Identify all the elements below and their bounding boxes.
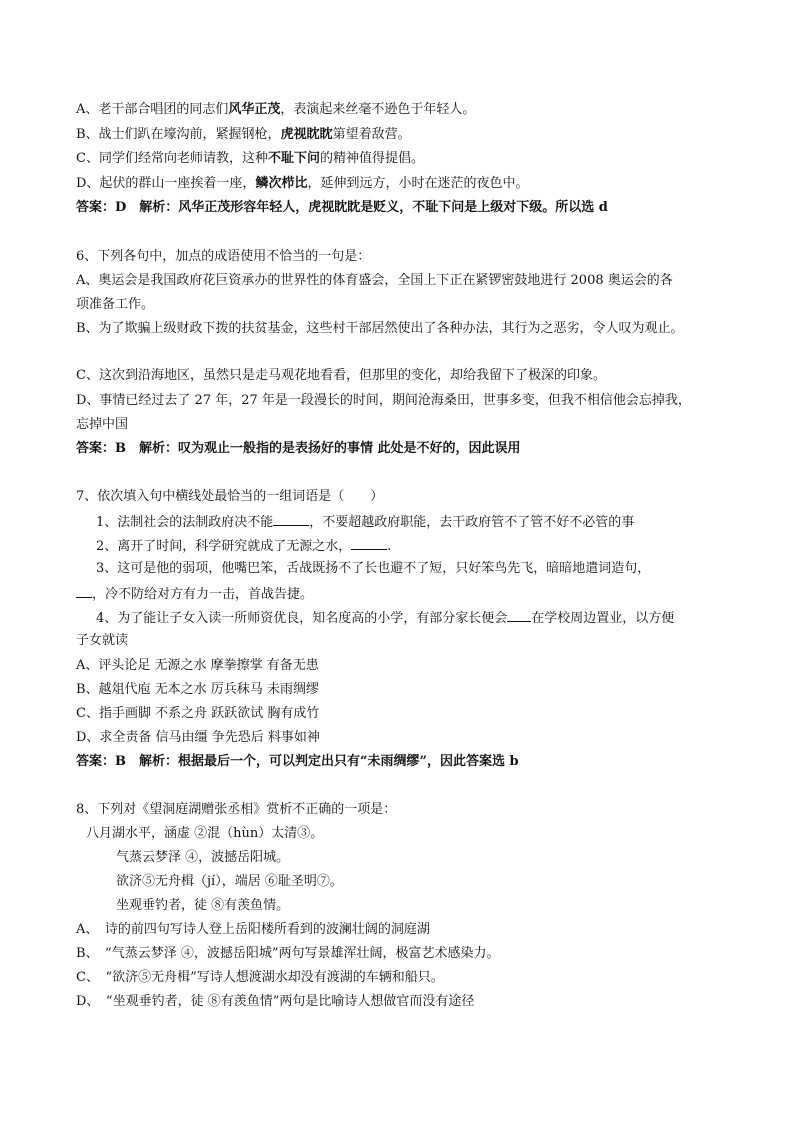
q7-sentence-2: 2、离开了时间，科学研究就成了无源之水， . <box>96 539 392 554</box>
q7-answer: 答案：B 解析：根据最后一个，可以判定出只有“未雨绸缪”，因此答案选 b <box>76 754 519 769</box>
q7-option-a: A、评头论足 无源之水 摩拳擦掌 有备无患 <box>76 658 319 673</box>
q7-option-c: C、指手画脚 不系之舟 跃跃欲试 胸有成竹 <box>76 706 320 721</box>
q7-option-b: B、越俎代庖 无本之水 厉兵秣马 未雨绸缪 <box>76 682 319 697</box>
q6-option-a-line2: 项准备工作。 <box>76 297 155 312</box>
q5-option-d-idiom: 鳞次栉比 <box>255 176 308 191</box>
q6-option-a-line1: A、奥运会是我国政府花巨资承办的世界性的体育盛会，全国上下正在紧锣密鼓地进行 2008 奥运会的各 <box>76 273 673 288</box>
q5-option-d: D、起伏的群山一座挨着一座，鳞次栉比，延伸到远方，小时在迷茫的夜色中。 <box>76 176 529 191</box>
q5-option-b-idiom: 虎视眈眈 <box>280 127 333 142</box>
q5-option-a-idiom: 风华正茂 <box>228 102 281 117</box>
q5-option-a: A、老干部合唱团的同志们风华正茂，表演起来丝毫不逊色于年轻人。 <box>76 102 476 117</box>
q7-option-d: D、求全责备 信马由缰 争先恐后 料事如神 <box>76 730 320 745</box>
q7-sentence-3-line1: 3、这可是他的弱项，他嘴巴笨，舌战既扬不了长也避不了短，只好笨鸟先飞，暗暗地遣词造句， <box>96 561 651 576</box>
q6-option-b: B、为了欺骗上级财政下拨的扶贫基金，这些村干部居然使出了各种办法，其行为之恶劣，令人叹为观止。 <box>76 321 684 336</box>
poem-line-3: 欲济⑤无舟楫（jí），端居 ⑥耻圣明⑦。 <box>116 874 343 889</box>
q6-option-d-line1: D、事情已经过去了 27 年，27 年是一段漫长的时间，期间沧海桑田，世事多变，但我不相信他会忘掉我， <box>76 393 691 408</box>
q6-stem: 6、下列各句中，加点的成语使用不恰当的一句是： <box>76 249 371 264</box>
q5-option-c-idiom: 不耻下问 <box>267 151 320 166</box>
q6-answer: 答案：B 解析：叹为观止一般指的是表扬好的事情 此处是不好的，因此误用 <box>76 441 521 456</box>
q7-sentence-4-line1: 4、为了能让子女入读一所师资优良，知名度高的小学，有部分家长便会 在学校周边置业，以方便 <box>96 611 675 626</box>
poem-line-1: 八月湖水平，涵虚 ②混（hùn）太清③。 <box>86 826 324 841</box>
fill-blank <box>76 585 92 598</box>
q8-option-b: B、 “气蒸云梦泽 ④，波撼岳阳城”两句写景雄浑壮阔，极富艺术感染力。 <box>76 946 500 961</box>
q5-option-c: C、同学们经常向老师请教，这种不耻下问的精神值得提倡。 <box>76 151 424 166</box>
poem-line-4: 坐观垂钓者，徒 ⑧有羡鱼情。 <box>116 898 290 913</box>
q7-stem: 7、依次填入句中横线处最恰当的一组词语是（ ） <box>76 489 384 504</box>
fill-blank <box>351 537 387 550</box>
q8-option-a: A、 诗的前四句写诗人登上岳阳楼所看到的波澜壮阔的洞庭湖 <box>76 922 430 937</box>
q5-option-b: B、战士们趴在壕沟前，紧握钢枪，虎视眈眈第望着敌营。 <box>76 127 411 142</box>
q8-option-d: D、 “坐观垂钓者，徒 ⑧有羡鱼情”两句是比喻诗人想做官而没有途径 <box>76 994 475 1009</box>
fill-blank <box>507 609 531 622</box>
q8-stem: 8、下列对《望洞庭湖赠张丞相》赏析不正确的一项是： <box>76 802 397 817</box>
poem-line-2: 气蒸云梦泽 ④，波撼岳阳城。 <box>116 850 290 865</box>
fill-blank <box>273 513 309 526</box>
q7-sentence-4-line2: 子女就读 <box>76 633 129 648</box>
q8-option-c: C、 “欲济⑤无舟楫”写诗人想渡湖水却没有渡湖的车辆和船只。 <box>76 970 444 985</box>
q6-option-c: C、这次到沿海地区，虽然只是走马观花地看看，但那里的变化，却给我留下了极深的印象。 <box>76 368 606 383</box>
q7-sentence-3-line2: ，冷不防给对方有力一击，首战告捷。 <box>76 585 313 603</box>
q6-option-d-line2: 忘掉中国 <box>76 417 129 432</box>
q7-sentence-1: 1、法制社会的法制政府决不能 ，不要超越政府职能，去干政府管不了管不好不必管的事 <box>96 515 635 530</box>
q5-answer: 答案：D 解析：风华正茂形容年轻人，虎视眈眈是贬义，不耻下问是上级对下级。所以选 d <box>76 200 608 215</box>
